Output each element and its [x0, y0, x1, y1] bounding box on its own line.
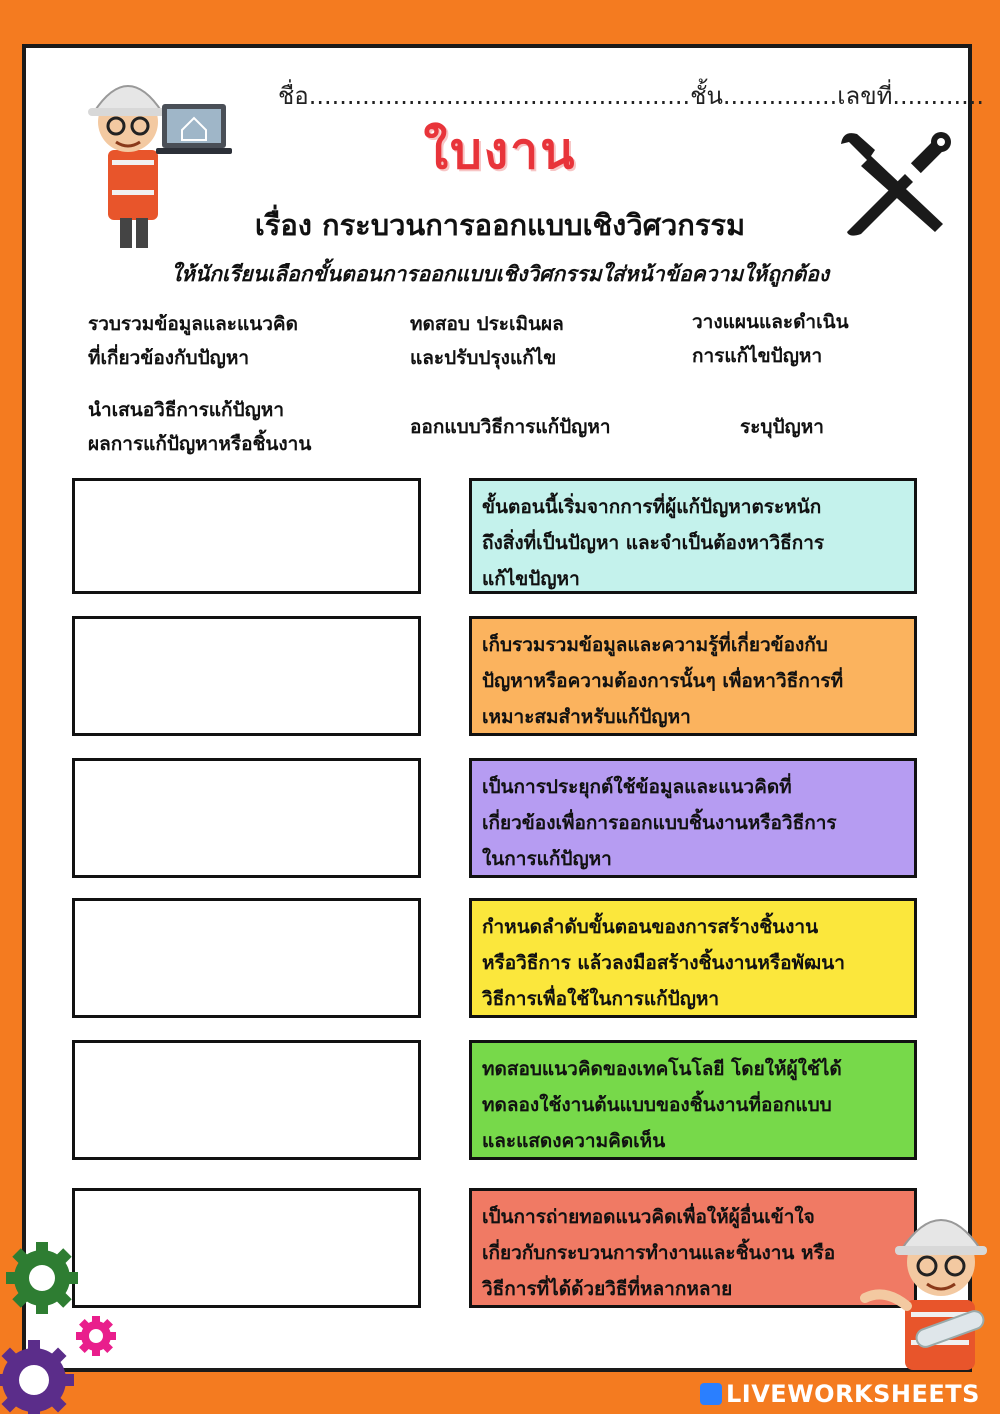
answer-box-2[interactable]: [72, 616, 421, 736]
description-box-4: กำหนดลำดับขั้นตอนของการสร้างชิ้นงาน หรือวิธีการ แล้วลงมือสร้างชิ้นงานหรือพัฒนา วิธีการเพื่อใช้ในการแก้ปัญหา: [469, 898, 917, 1018]
page-title: ใบงาน: [423, 122, 577, 180]
worksheet-subject: เรื่อง กระบวนการออกแบบเชิงวิศวกรรม: [254, 208, 746, 242]
option-present-solution: นำเสนอวิธีการแก้ปัญหา ผลการแก้ปัญหาหรือชิ้นงาน: [88, 399, 312, 455]
answer-box-1[interactable]: [72, 478, 421, 594]
liveworksheets-brand: LIVEWORKSHEETS: [700, 1380, 980, 1408]
description-box-1: ขั้นตอนนี้เริ่มจากการที่ผู้แก้ปัญหาตระหนัก ถึงสิ่งที่เป็นปัญหา และจำเป็นต้องหาวิธีการ แก้ไขปัญหา: [469, 478, 917, 594]
brand-logo-icon: [700, 1383, 722, 1405]
description-box-3: เป็นการประยุกต์ใช้ข้อมูลและแนวคิดที่ เกี่ยวข้องเพื่อการออกแบบชิ้นงานหรือวิธีการ ในการแก้ปัญหา: [469, 758, 917, 878]
option-identify-problem: ระบุปัญหา: [740, 416, 824, 438]
answer-box-5[interactable]: [72, 1040, 421, 1160]
option-plan-execute: วางแผนและดำเนิน การแก้ไขปัญหา: [692, 311, 849, 367]
instruction-text: ให้นักเรียนเลือกขั้นตอนการออกแบบเชิงวิศกรรมใส่หน้าข้อความให้ถูกต้อง: [170, 262, 830, 286]
description-box-2: เก็บรวมรวมข้อมูลและความรู้ที่เกี่ยวข้องกับ ปัญหาหรือความต้องการนั้นๆ เพื่อหาวิธีการที่ เหมาะสมสำหรับแก้ปัญหา: [469, 616, 917, 736]
name-class-number-line: ชื่อ..................................................ชั้น...............เลขที่............: [278, 82, 984, 110]
engineer-with-blueprint-illustration: [855, 1180, 995, 1380]
gears-icon: [0, 1240, 130, 1414]
option-gather-info: รวบรวมข้อมูลและแนวคิด ที่เกี่ยวข้องกับปัญหา: [88, 313, 298, 369]
answer-box-3[interactable]: [72, 758, 421, 878]
option-test-evaluate: ทดสอบ ประเมินผล และปรับปรุงแก้ไข: [410, 313, 564, 369]
description-box-6: เป็นการถ่ายทอดแนวคิดเพื่อให้ผู้อื่นเข้าใจ เกี่ยวกับกระบวนการทำงานและชิ้นงาน หรือ วิธีการที่ได้ด้วยวิธีที่หลากหลาย: [469, 1188, 917, 1308]
answer-box-4[interactable]: [72, 898, 421, 1018]
description-box-5: ทดสอบแนวคิดของเทคโนโลยี โดยให้ผู้ใช้ได้ ทดลองใช้งานต้นแบบของชิ้นงานที่ออกแบบ และแสดงความคิดเห็น: [469, 1040, 917, 1160]
option-design-solution: ออกแบบวิธีการแก้ปัญหา: [410, 416, 611, 438]
